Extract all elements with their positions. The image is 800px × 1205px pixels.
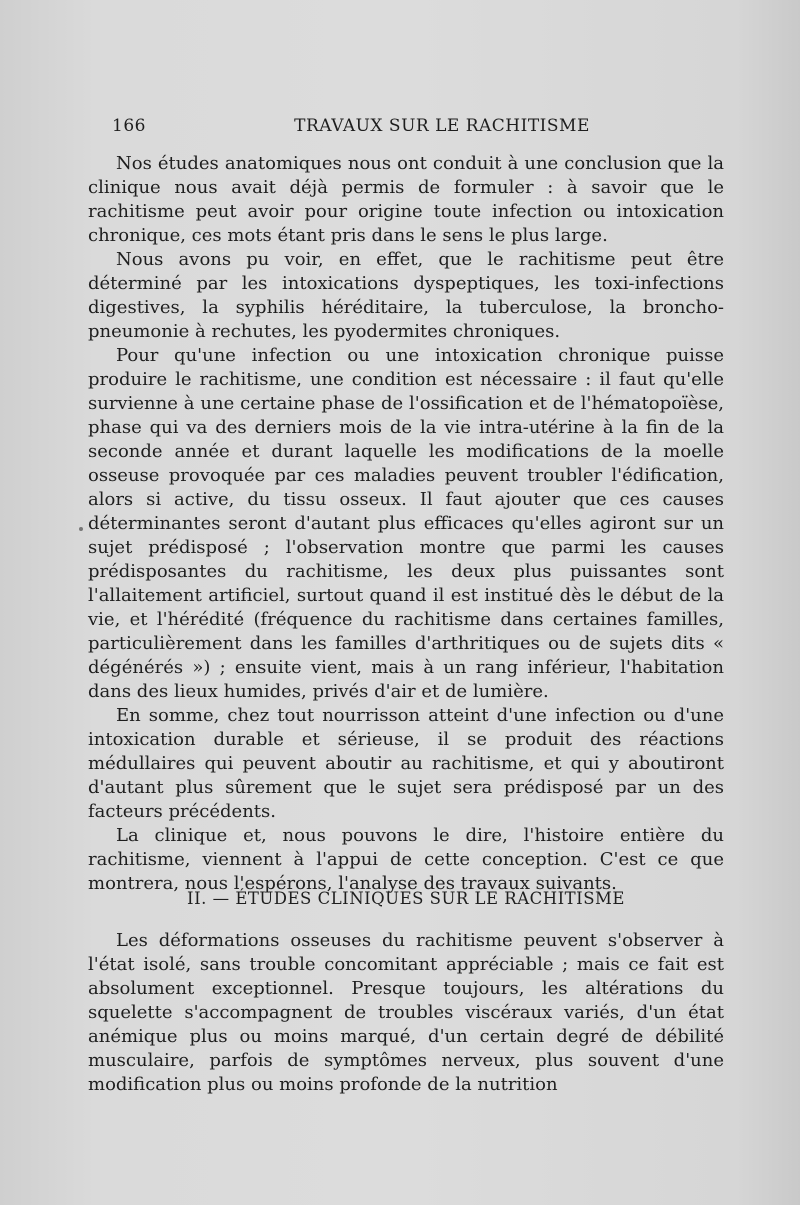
paragraph: La clinique et, nous pouvons le dire, l'histoire entière du rachitisme, viennent à l'appui de cette conception. C'est ce que montrera, nous l'espérons, l'analyse des travaux suivants. [88,825,724,894]
page-number: 166 [112,116,146,136]
section-heading: II. — ÉTUDES CLINIQUES SUR LE RACHITISME [187,889,625,908]
section-body [88,929,724,1097]
running-title: TRAVAUX SUR LE RACHITISME [294,116,590,136]
margin-mark [79,527,83,531]
page-header [112,116,724,142]
body-text [88,152,724,896]
paragraph: Pour qu'une infection ou une intoxication chronique puisse produire le rachitisme, une condition est nécessaire : il faut qu'elle survienne à une certaine phase de l'ossification et de l'hématopoïèse, phase qui va des derniers mois de la vie intra-utérine à la fin de la seconde année et durant laquelle les modifications de la moelle osseuse provoquée par ces maladies peuvent troubler l'édification, alors si active, du tissu osseux. Il faut ajouter que ces causes déterminantes seront d'autant plus efficaces qu'elles agiront sur un sujet prédisposé ; l'observation montre que parmi les causes prédisposantes du rachitisme, les deux plus puissantes sont l'allaitement artificiel, surtout quand il est institué dès le début de la vie, et l'hérédité (fréquence du rachitisme dans certaines familles, particulièrement dans les familles d'arthritiques ou de sujets dits « dégénérés ») ; ensuite vient, mais à un rang inférieur, l'habitation dans des lieux humides, privés d'air et de lumière. [88,345,724,702]
paragraph: Les déformations osseuses du rachitisme peuvent s'observer à l'état isolé, sans trouble concomitant appréciable ; mais ce fait est absolument exceptionnel. Presque toujours, les altérations du squelette s'accompagnent de troubles viscéraux variés, d'un état anémique plus ou moins marqué, d'un certain degré de débilité musculaire, parfois de symptômes nerveux, plus souvent d'une modification plus ou moins profonde de la nutrition [88,930,724,1095]
paragraph: Nos études anatomiques nous ont conduit à une conclusion que la clinique nous avait déjà permis de formuler : à savoir que le rachitisme peut avoir pour origine toute infection ou intoxication chronique, ces mots étant pris dans le sens le plus large. [88,153,724,246]
paragraph: Nous avons pu voir, en effet, que le rachitisme peut être déterminé par les intoxications dyspeptiques, les toxi-infections digestives, la syphilis héréditaire, la tuberculose, la broncho-pneumonie à rechutes, les pyodermites chroniques. [88,249,724,342]
paragraph: En somme, chez tout nourrisson atteint d'une infection ou d'une intoxication durable et sérieuse, il se produit des réactions médullaires qui peuvent aboutir au rachitisme, et qui y aboutiront d'autant plus sûrement que le sujet sera prédisposé par un des facteurs précédents. [88,705,724,822]
